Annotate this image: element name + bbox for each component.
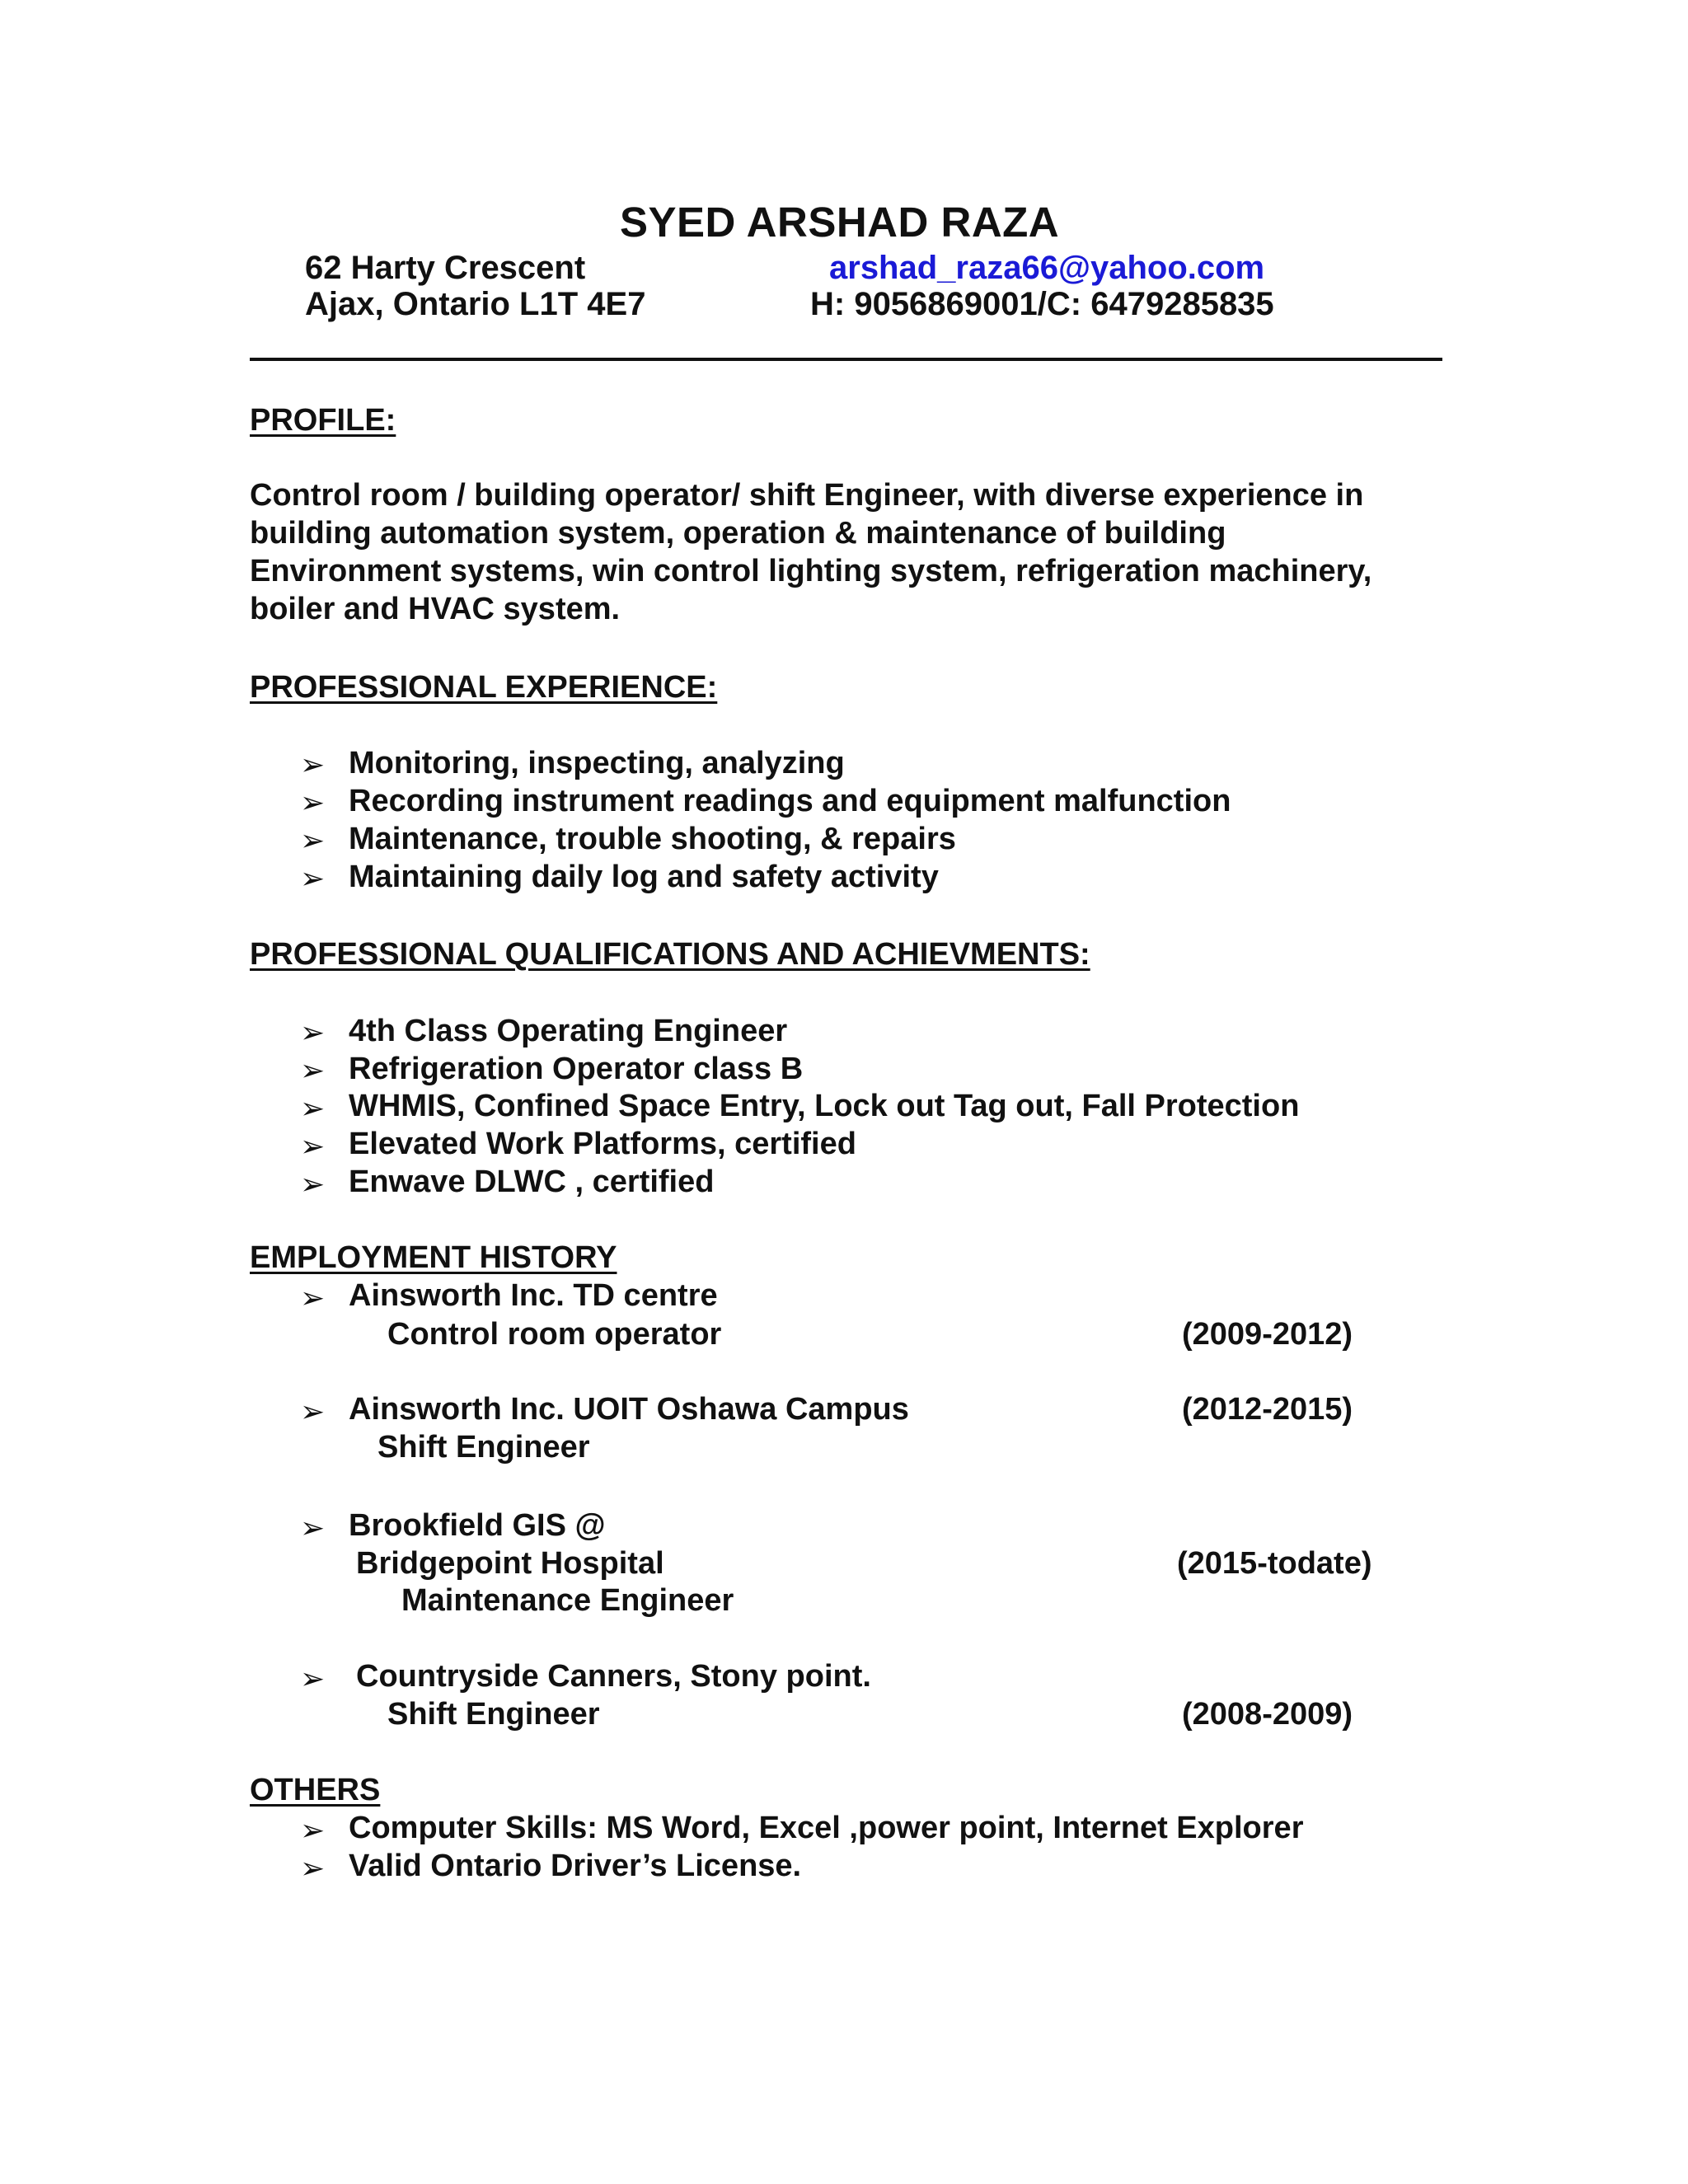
address-line-1: 62 Harty Crescent (305, 250, 586, 286)
employer-location: Bridgepoint Hospital (356, 1546, 664, 1581)
job-role: Shift Engineer (377, 1430, 590, 1465)
employer-name: Ainsworth Inc. TD centre (349, 1278, 718, 1313)
arrowhead-bullet-icon: ➢ (300, 1282, 326, 1315)
experience-item: Maintaining daily log and safety activity (349, 860, 939, 894)
employer-name: Brookfield GIS @ (349, 1508, 606, 1543)
phone-numbers: H: 9056869001/C: 6479285835 (810, 286, 1274, 322)
arrowhead-bullet-icon: ➢ (300, 1852, 326, 1886)
arrowhead-bullet-icon: ➢ (300, 786, 326, 820)
qualification-item: Refrigeration Operator class B (349, 1052, 804, 1086)
arrowhead-bullet-icon: ➢ (300, 1814, 326, 1848)
arrowhead-bullet-icon: ➢ (300, 1016, 326, 1050)
arrowhead-bullet-icon: ➢ (300, 1092, 326, 1126)
qualification-item: 4th Class Operating Engineer (349, 1014, 788, 1048)
experience-item: Maintenance, trouble shooting, & repairs (349, 822, 956, 856)
arrowhead-bullet-icon: ➢ (300, 1395, 326, 1429)
job-dates: (2009-2012) (1182, 1317, 1353, 1352)
experience-item: Monitoring, inspecting, analyzing (349, 746, 845, 780)
header-divider (250, 358, 1442, 361)
profile-line: building automation system, operation & maintenance of building (250, 516, 1226, 551)
arrowhead-bullet-icon: ➢ (300, 862, 326, 896)
arrowhead-bullet-icon: ➢ (300, 1511, 326, 1545)
address-line-2: Ajax, Ontario L1T 4E7 (305, 286, 646, 322)
job-role: Control room operator (387, 1317, 722, 1352)
qualification-item: Elevated Work Platforms, certified (349, 1127, 856, 1161)
qualification-item: Enwave DLWC , certified (349, 1165, 715, 1199)
job-role: Shift Engineer (387, 1697, 600, 1732)
job-role: Maintenance Engineer (401, 1583, 734, 1618)
profile-line: Control room / building operator/ shift Engineer, with diverse experience in (250, 478, 1364, 513)
qualifications-heading: PROFESSIONAL QUALIFICATIONS AND ACHIEVMENTS: (250, 937, 1090, 972)
qualification-item: WHMIS, Confined Space Entry, Lock out Tag out, Fall Protection (349, 1089, 1300, 1123)
arrowhead-bullet-icon: ➢ (300, 1054, 326, 1088)
arrowhead-bullet-icon: ➢ (300, 824, 326, 858)
experience-item: Recording instrument readings and equipment malfunction (349, 784, 1231, 818)
profile-line: boiler and HVAC system. (250, 592, 621, 626)
email-link[interactable]: arshad_raza66@yahoo.com (829, 250, 1265, 286)
candidate-name: SYED ARSHAD RAZA (620, 199, 1060, 246)
profile-heading: PROFILE: (250, 403, 396, 438)
others-item: Computer Skills: MS Word, Excel ,power point, Internet Explorer (349, 1811, 1304, 1845)
employer-name: Ainsworth Inc. UOIT Oshawa Campus (349, 1392, 909, 1427)
arrowhead-bullet-icon: ➢ (300, 1130, 326, 1164)
profile-line: Environment systems, win control lighting system, refrigeration machinery, (250, 554, 1372, 588)
job-dates: (2015-todate) (1177, 1546, 1372, 1581)
others-item: Valid Ontario Driver’s License. (349, 1849, 802, 1883)
arrowhead-bullet-icon: ➢ (300, 748, 326, 782)
arrowhead-bullet-icon: ➢ (300, 1168, 326, 1202)
employer-name: Countryside Canners, Stony point. (356, 1659, 871, 1694)
job-dates: (2008-2009) (1182, 1697, 1353, 1732)
employment-heading: EMPLOYMENT HISTORY (250, 1240, 617, 1275)
job-dates: (2012-2015) (1182, 1392, 1353, 1427)
arrowhead-bullet-icon: ➢ (300, 1662, 326, 1696)
experience-heading: PROFESSIONAL EXPERIENCE: (250, 670, 718, 705)
others-heading: OTHERS (250, 1773, 381, 1807)
